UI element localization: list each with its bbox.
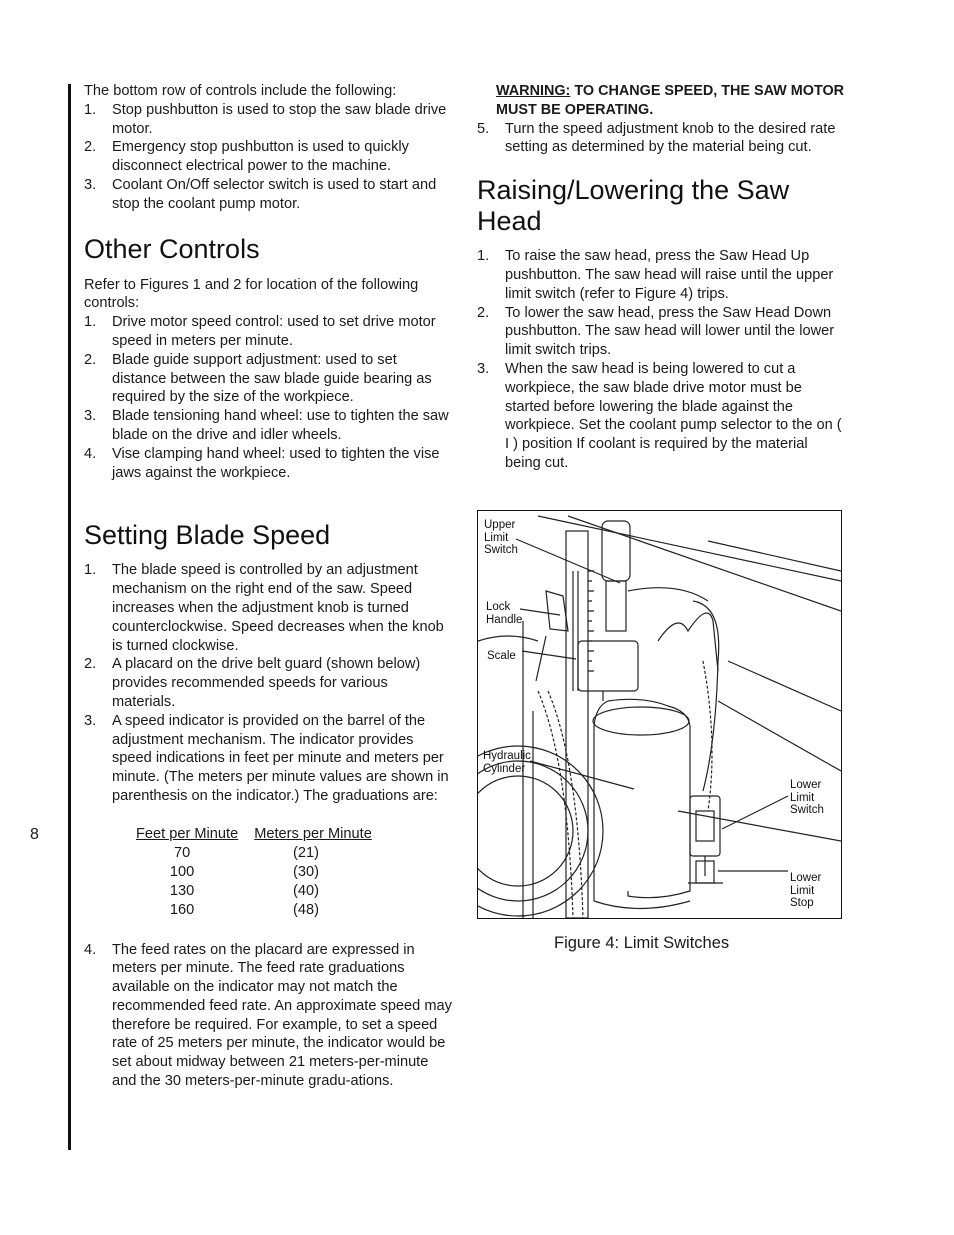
warning-note <box>477 82 847 120</box>
other-controls-intro: Refer to Figures 1 and 2 for location of the following controls: <box>84 276 419 312</box>
other-controls-heading: Other Controls <box>84 233 260 264</box>
right-column <box>477 82 847 473</box>
bottom-controls-intro: The bottom row of controls include the following: <box>84 83 397 99</box>
list-item: 3. Coolant On/Off selector switch is used to start and stop the coolant pump motor. <box>84 176 437 212</box>
list-item: 4. Vise clamping hand wheel: used to tighten the vise jaws against the workpiece. <box>84 445 440 481</box>
other-controls-list <box>84 313 454 482</box>
table-row: 130 (40) <box>169 882 319 899</box>
table-row: 70 (21) <box>173 844 319 861</box>
machine-illustration <box>478 511 841 918</box>
warning-text: TO CHANGE SPEED, THE SAW MOTOR MUST BE OPERATING. <box>496 83 845 118</box>
hydraulic-cylinder-label: Hydraulic Cylinder <box>483 750 531 775</box>
column-header: Feet per Minute <box>136 825 239 842</box>
graduations-table <box>136 825 388 920</box>
page-number: 8 <box>30 826 39 843</box>
blade-speed-list <box>84 561 454 805</box>
list-item: 3. Blade tensioning hand wheel: use to tighten the saw blade on the drive and idler wheels. <box>84 408 449 443</box>
scale-label: Scale <box>487 650 516 662</box>
table-row: 160 (48) <box>169 901 319 918</box>
warning-label: WARNING: <box>496 83 571 99</box>
left-column <box>84 82 454 1091</box>
blade-speed-heading: Setting Blade Speed <box>84 520 331 551</box>
list-item: 3. When the saw head is being lowered to cut a workpiece, the saw blade drive motor must be started before lowering the blade against the workpiece. Set the coolant pump selector to the on ( I ) position If coolant is required by the material being cut. <box>477 360 842 471</box>
limit-switches-figure <box>477 510 842 919</box>
list-item: 2. A placard on the drive belt guard (shown below) provides recommended speeds for various materials. <box>84 656 421 710</box>
saw-head-heading: Raising/Lowering the Saw Head <box>477 175 790 237</box>
margin-rule <box>68 84 71 1150</box>
saw-head-list <box>477 247 847 473</box>
list-item: 2. Blade guide support adjustment: used to set distance between the saw blade guide bearing as required by the size of the workpiece. <box>84 351 432 406</box>
lock-handle-label: Lock Handle <box>486 601 523 626</box>
lower-limit-stop-label: Lower Limit Stop <box>790 872 822 909</box>
list-item: 1. Stop pushbutton is used to stop the saw blade drive motor. <box>84 101 447 137</box>
list-item: 2. To lower the saw head, press the Saw Head Down pushbutton. The saw head will lower until the lower limit switch trips. <box>477 304 835 359</box>
table-row: 100 (30) <box>169 863 319 880</box>
list-item: 1. To raise the saw head, press the Saw Head Up pushbutton. The saw head will raise until the upper limit switch (refer to Figure 4) trips. <box>477 248 834 302</box>
list-item: 5. Turn the speed adjustment knob to the desired rate setting as determined by the material being cut. <box>477 120 836 156</box>
bottom-controls-list <box>84 101 454 214</box>
blade-speed-list-continued <box>84 941 454 1091</box>
figure-caption: Figure 4: Limit Switches <box>554 934 730 952</box>
speed-step-list <box>477 120 847 158</box>
list-item: 1. The blade speed is controlled by an adjustment mechanism on the right end of the saw. Speed increases when the adjustment knob is turned counterclockwise. Speed decreases when the knob is turned clockwise. <box>84 562 444 654</box>
column-header: Meters per Minute <box>254 825 372 842</box>
upper-limit-switch-label: Upper Limit Switch <box>484 519 518 556</box>
lower-limit-switch-label: Lower Limit Switch <box>790 779 824 816</box>
list-item: 2. Emergency stop pushbutton is used to quickly disconnect electrical power to the machine. <box>84 139 409 175</box>
list-item: 4. The feed rates on the placard are expressed in meters per minute. The feed rate graduations available on the indicator may not match the recommended feed rate. An approximate speed may therefore be required. For example, to set a speed rate of 25 meters per minute, the indicator would be set about midway between 21 meters-per-minute and the 30 meters-per-minute gradu-ations. <box>84 941 452 1090</box>
list-item: 1. Drive motor speed control: used to set drive motor speed in meters per minute. <box>84 314 436 349</box>
list-item: 3. A speed indicator is provided on the barrel of the adjustment mechanism. The indicator provides speed indications in feet per minute and meters per minute. (The meters per minute values are shown in parenthesis on the indicator.) The graduations are: <box>84 712 449 804</box>
